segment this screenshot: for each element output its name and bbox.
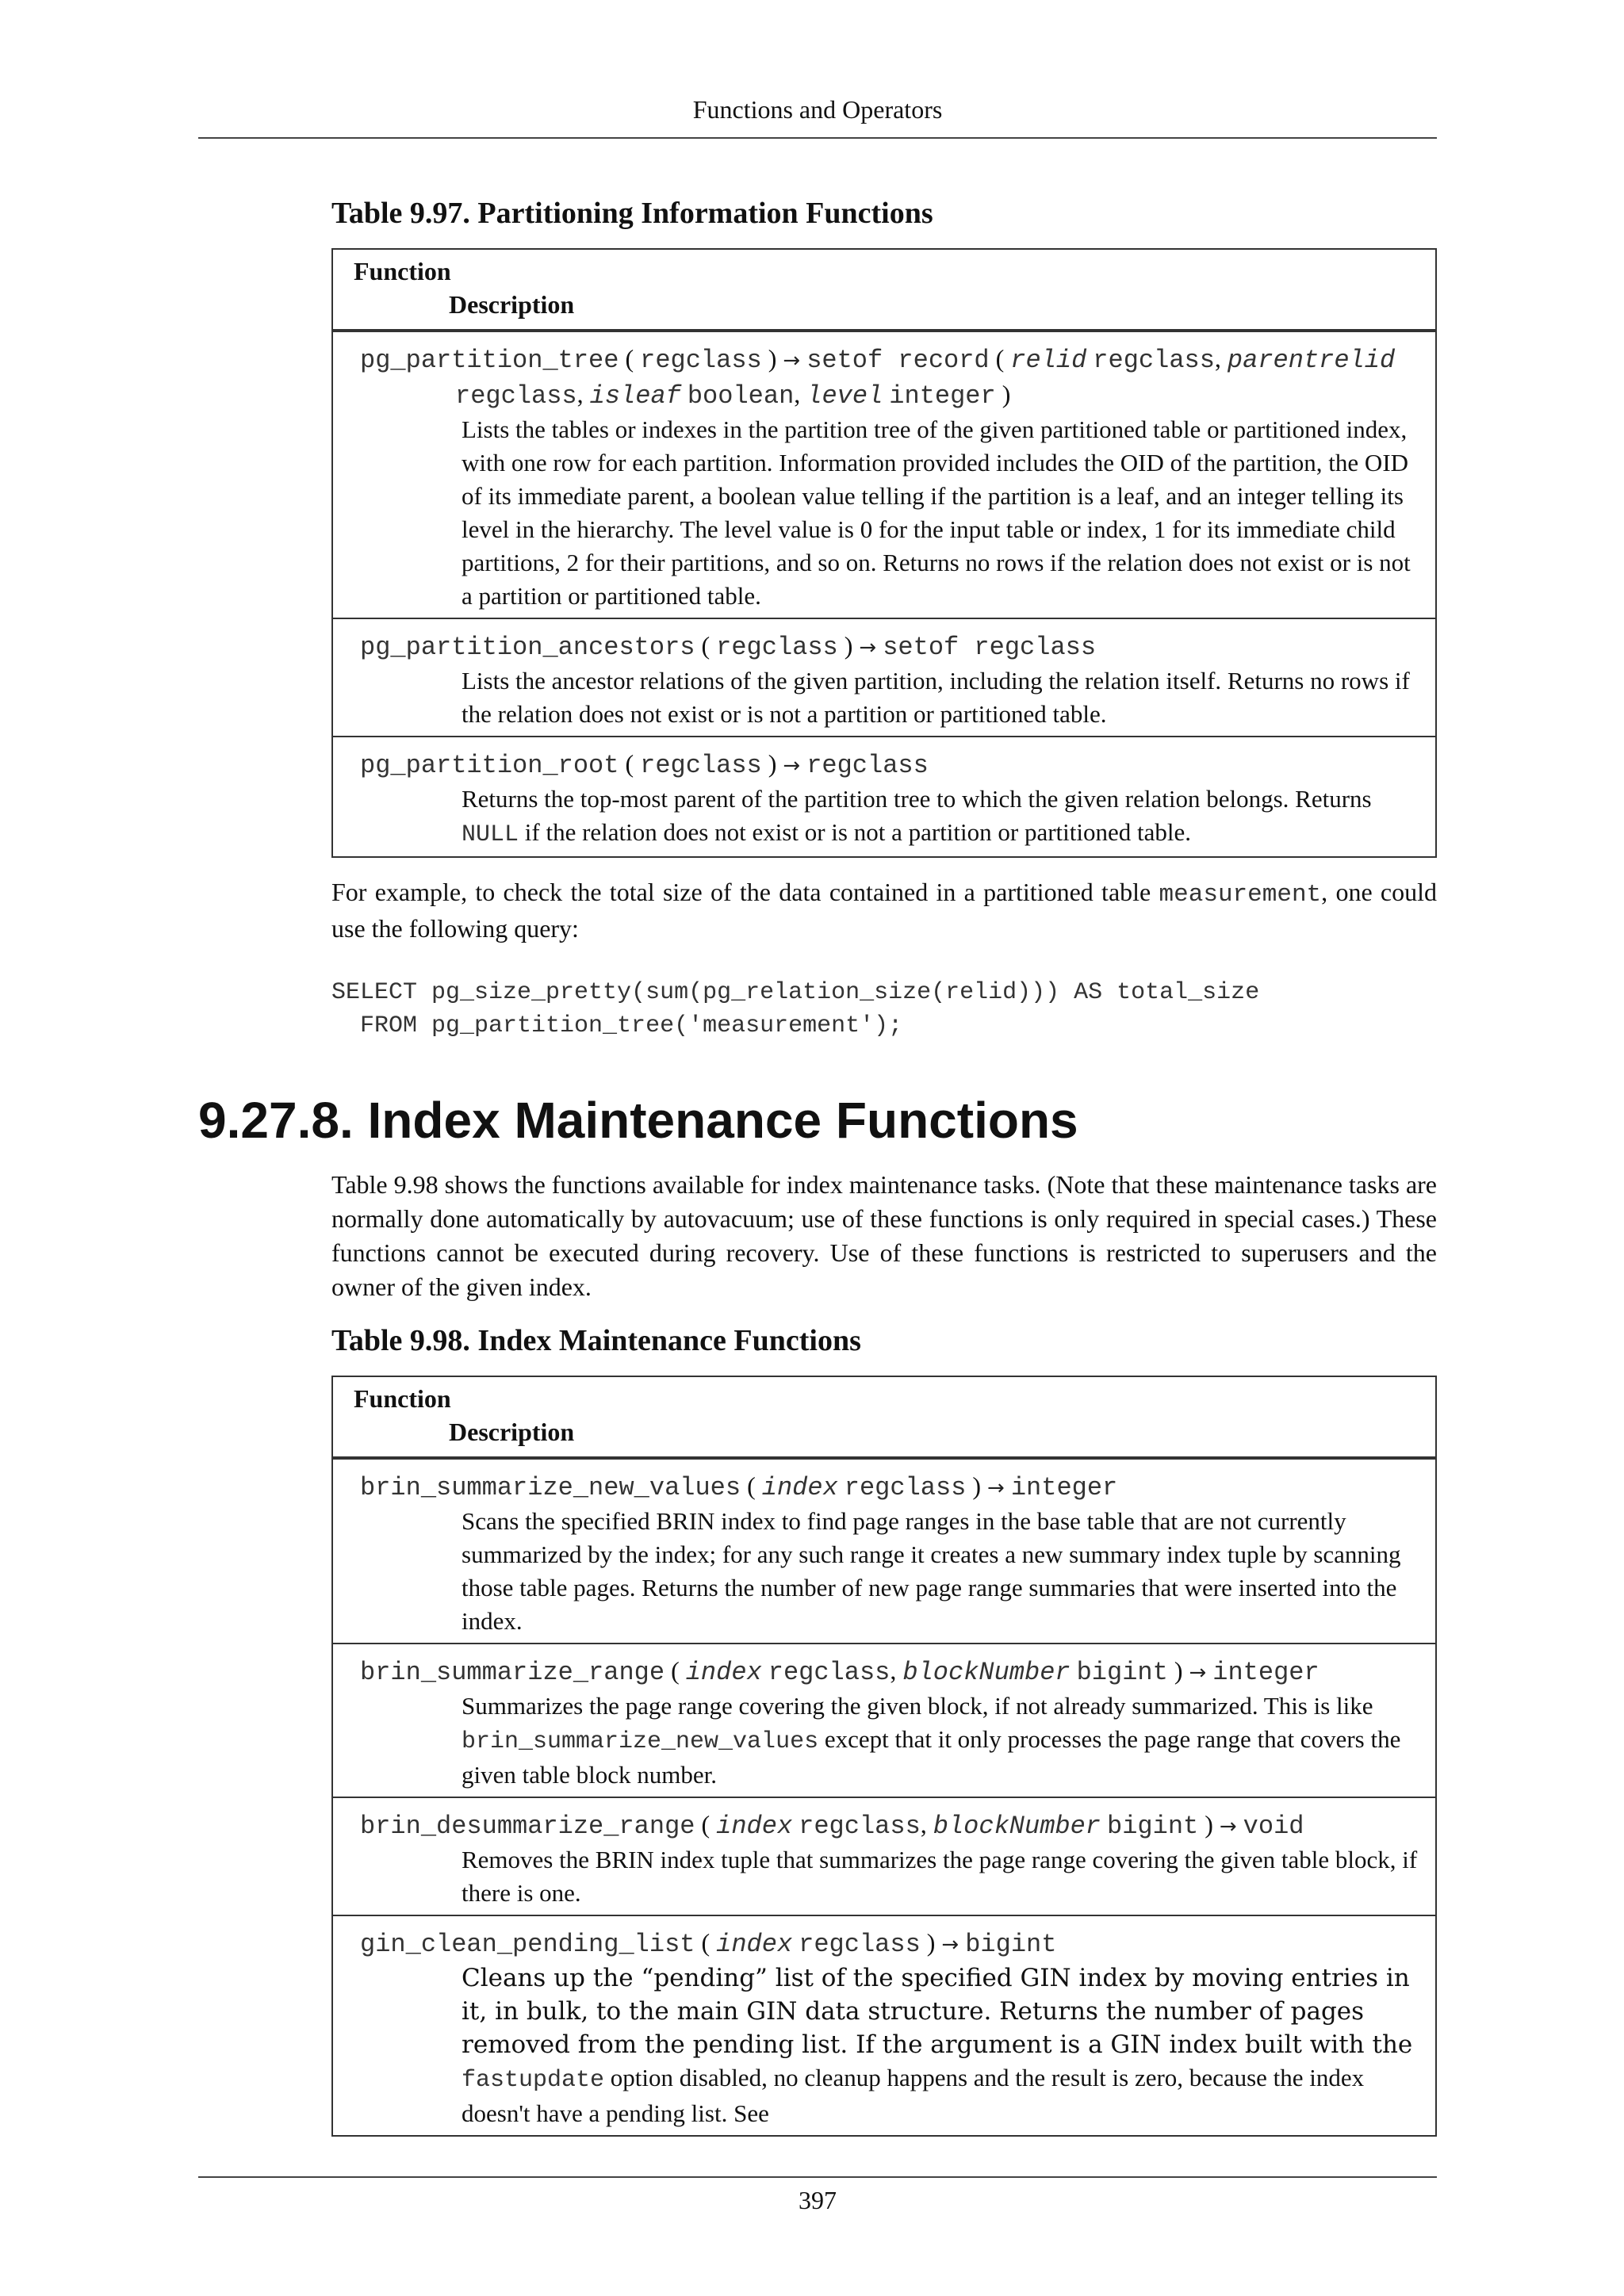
returns-arrow-icon: → [941, 1933, 959, 1957]
table-row [333, 1797, 1435, 1915]
description-text: Cleans up the “pending” list of the specified GIN index by moving entries in it, in bulk, to the main GIN data structure. Returns the number of pages removed from the pending list. If the argument is a GIN index built with the [462, 1964, 1413, 2059]
argument-type: regclass [799, 1812, 921, 1841]
function-description: Scans the specified BRIN index to find page ranges in the base table that are not currently summarized by the index; for any such range it creates a new summary index tuple by scanning those table pages. Returns the number of new page range summaries that were inserted into the index. [462, 1507, 1401, 1635]
function-description: Removes the BRIN index tuple that summarizes the page range covering the given table block, if there is one. [462, 1846, 1418, 1907]
function-signature: pg_partition_root ( regclass ) → regclass [360, 749, 929, 780]
running-header: Functions and Operators [692, 95, 943, 124]
example-paragraph [331, 875, 1437, 946]
output-type: boolean [687, 381, 795, 411]
section-heading: 9.27.8. Index Maintenance Functions [198, 1092, 1078, 1149]
returns-arrow-icon: → [783, 349, 801, 373]
function-name: brin_desummarize_range [360, 1812, 695, 1841]
return-type: integer [1010, 1473, 1118, 1502]
function-signature: brin_desummarize_range ( index regclass, blockNumber bigint ) → void [360, 1810, 1304, 1841]
returns-arrow-icon: → [987, 1476, 1005, 1500]
argument-name: index [761, 1473, 838, 1502]
page-number: 397 [799, 2186, 837, 2214]
argument-type: regclass [640, 346, 762, 375]
function-signature: brin_summarize_new_values ( index regclass ) → integer [360, 1471, 1118, 1502]
return-type: bigint [965, 1930, 1057, 1959]
function-signature: gin_clean_pending_list ( index regclass ) → bigint [360, 1928, 1057, 1959]
function-description [360, 1689, 1426, 1792]
description-text: option disabled, no cleanup happens and the result is zero, because the index doesn't have a pending list. See [462, 2064, 1365, 2127]
function-description: Lists the tables or indexes in the partition tree of the given partitioned table or partitioned index, with one row for each partition. Information provided includes the OID of the partition, the OID of its immediate parent, a boolean value telling if the partition is a leaf, and an integer telling its level in the hierarchy. The level value is 0 for the input table or index, 1 for its immediate child partitions, 2 for their partitions, and so on. Returns no rows if the relation does not exist or is not a partition or partitioned table. [462, 415, 1411, 610]
returns-arrow-icon: → [1189, 1661, 1207, 1685]
output-name: parentrelid [1227, 346, 1396, 375]
inline-code: fastupdate [462, 2067, 605, 2094]
column-header-description: Description [449, 290, 575, 319]
argument-type: regclass [844, 1473, 967, 1502]
argument-name: index [716, 1930, 793, 1959]
table-title: Table 9.98. Index Maintenance Functions [331, 1324, 861, 1357]
function-name: brin_summarize_range [360, 1658, 665, 1687]
inline-code: NULL [462, 821, 519, 848]
index-maintenance-section [331, 1168, 1437, 2137]
output-name: relid [1010, 346, 1087, 375]
paragraph-text: For example, to check the total size of the data contained in a partitioned table [331, 878, 1151, 906]
description-text: Returns the top-most parent of the partition tree to which the given relation belongs. Returns [462, 785, 1372, 813]
inline-code: brin_summarize_new_values [462, 1728, 819, 1755]
output-name: level [806, 381, 883, 411]
argument-type: bigint [1076, 1658, 1168, 1687]
table-row [333, 331, 1435, 618]
returns-arrow-icon: → [1219, 1815, 1237, 1839]
output-type: regclass [455, 381, 577, 411]
output-type: regclass [1093, 346, 1215, 375]
function-description: Lists the ancestor relations of the given partition, including the relation itself. Returns no rows if the relation does not exist or is not a partition or partitioned table. [462, 667, 1410, 728]
example-code-block: SELECT pg_size_pretty(sum(pg_relation_size(relid))) AS total_size FROM pg_partition_tree('measurement'); [331, 979, 1260, 1039]
argument-type: regclass [640, 751, 762, 780]
function-name: gin_clean_pending_list [360, 1930, 695, 1959]
function-signature: pg_partition_ancestors ( regclass ) → setof regclass [360, 631, 1097, 662]
description-text: if the relation does not exist or is not a partition or partitioned table. [524, 818, 1192, 846]
table-title: Table 9.97. Partitioning Information Functions [331, 197, 933, 230]
argument-name: blockNumber [902, 1658, 1071, 1687]
inline-code: measurement [1159, 881, 1322, 909]
return-type: integer [1212, 1658, 1320, 1687]
function-description [360, 783, 1426, 851]
argument-type: regclass [799, 1930, 921, 1959]
argument-type: bigint [1107, 1812, 1199, 1841]
section-intro: Table 9.98 shows the functions available for index maintenance tasks. (Note that these maintenance tasks are normally done automatically by autovacuum; use of these functions is only required in special cases.) These functions cannot be executed during recovery. Use of these functions is restricted to superusers and the owner of the given index. [331, 1170, 1437, 1301]
returns-arrow-icon: → [859, 636, 877, 660]
header-rule [198, 137, 1437, 139]
table-row [333, 618, 1435, 736]
function-description [360, 1961, 1426, 2130]
column-header-function: Function [354, 1384, 451, 1413]
table-row [333, 1915, 1435, 2135]
table-row [333, 1458, 1435, 1643]
return-type: setof record [806, 346, 990, 375]
table-9-97-section [331, 194, 1437, 1043]
argument-name: index [685, 1658, 762, 1687]
function-name: pg_partition_tree [360, 346, 619, 375]
function-name: pg_partition_root [360, 751, 619, 780]
column-header-function: Function [354, 257, 451, 285]
table-header [333, 1377, 1435, 1458]
return-type: setof regclass [883, 633, 1097, 662]
argument-type: regclass [768, 1658, 891, 1687]
footer-rule [198, 2176, 1437, 2178]
table-row [333, 736, 1435, 856]
paragraph-text: , one could use the following query: [331, 878, 1438, 943]
argument-type: regclass [716, 633, 838, 662]
function-name: brin_summarize_new_values [360, 1473, 741, 1502]
returns-arrow-icon: → [783, 754, 801, 778]
table-row [333, 1643, 1435, 1797]
argument-name: blockNumber [933, 1812, 1101, 1841]
description-text: Summarizes the page range covering the given block, if not already summarized. This is like [462, 1692, 1373, 1720]
column-header-description: Description [449, 1418, 575, 1446]
partitioning-functions-table [331, 248, 1437, 858]
return-type: void [1243, 1812, 1304, 1841]
output-name: isleaf [589, 381, 681, 411]
return-type: regclass [806, 751, 929, 780]
function-signature: pg_partition_tree ( regclass ) → setof record ( relid regclass, parentrelid regclass, isleaf boolean, level integer ) [360, 344, 1396, 411]
function-signature: brin_summarize_range ( index regclass, blockNumber bigint ) → integer [360, 1656, 1320, 1687]
argument-name: index [716, 1812, 793, 1841]
output-type: integer [889, 381, 996, 411]
description-text: except that it only processes the page range that covers the given table block number. [462, 1725, 1401, 1789]
index-maintenance-table [331, 1376, 1437, 2137]
function-name: pg_partition_ancestors [360, 633, 695, 662]
table-header [333, 250, 1435, 331]
